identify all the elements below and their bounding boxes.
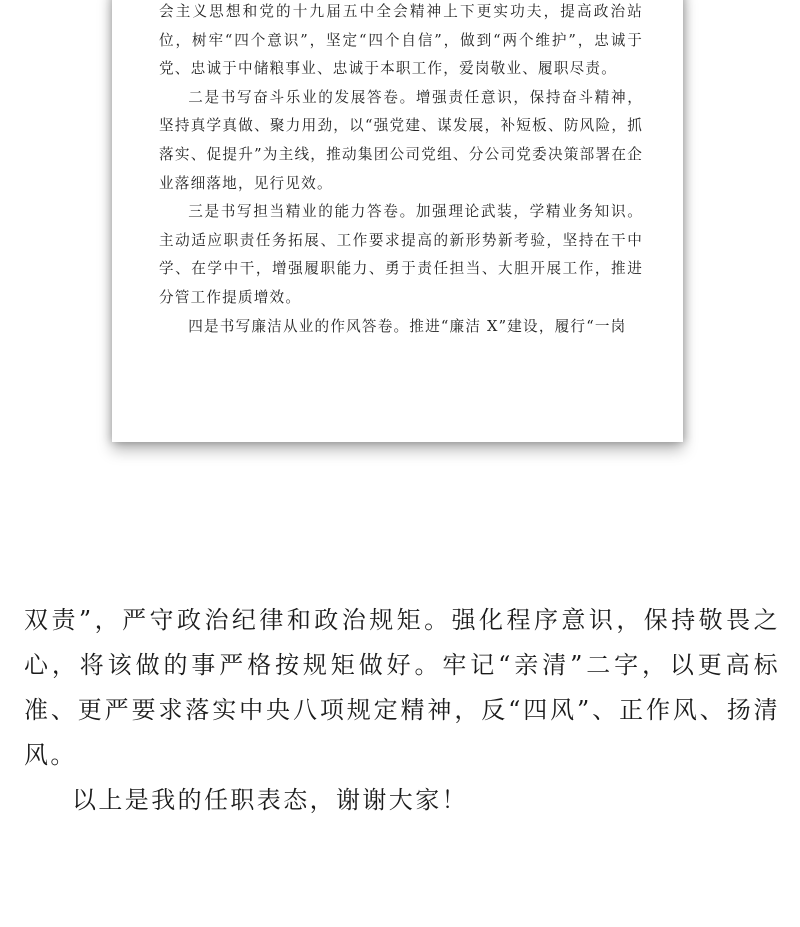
body-paragraph-2: 以上是我的任职表态，谢谢大家！	[72, 786, 468, 814]
document-page-preview	[112, 0, 683, 442]
document-paragraph-1: 会主义思想和党的十九届五中全会精神上下更实功夫，提高政治站位，树牢“四个意识”，坚定“四个自信”，做到“两个维护”，忠诚于党、忠诚于中储粮事业、忠诚于本职工作，爱岗敬业、履职尽责。	[159, 3, 643, 78]
document-page-text	[159, 0, 643, 341]
document-paragraph-4: 四是书写廉洁从业的作风答卷。推进“廉洁 X”建设，履行“一岗	[188, 317, 627, 335]
document-paragraph-2: 二是书写奋斗乐业的发展答卷。增强责任意识，保持奋斗精神，坚持真学真做、聚力用劲，以“强党建、谋发展，补短板、防风险，抓落实、促提升”为主线，推动集团公司党组、分公司党委决策部署在企业落细落地，见行见效。	[159, 88, 643, 192]
body-text-block	[24, 598, 780, 823]
body-paragraph-1: 双责”，严守政治纪律和政治规矩。强化程序意识，保持敬畏之心，将该做的事严格按规矩做好。牢记“亲清”二字，以更高标准、更严要求落实中央八项规定精神，反“四风”、正作风、扬清风。	[24, 606, 780, 769]
document-paragraph-3: 三是书写担当精业的能力答卷。加强理论武装，学精业务知识。主动适应职责任务拓展、工作要求提高的新形势新考验，坚持在干中学、在学中干，增强履职能力、勇于责任担当、大胆开展工作，推进分管工作提质增效。	[159, 203, 643, 306]
